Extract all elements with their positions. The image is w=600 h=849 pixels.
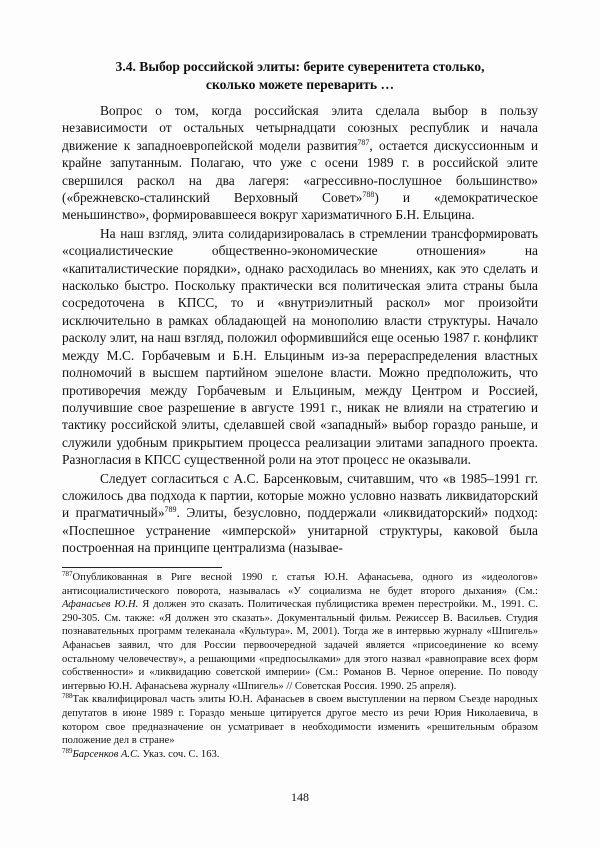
paragraph-2: На наш взгляд, элита солидаризировалась в стремлении трансформировать «социалистические общественно-экономические отношения» на «капиталистические порядки», однако расходилась во мнениях, как это сделать и насколько быстро. Поскольку практически вся политическая элита страны была сосредоточена в КПСС, то и «внутриэлитный раскол» мог произойти исключительно в рамках обладающей на монополию власти структуры. Начало расколу элит, на наш взгляд, положил оформившийся еще осенью 1987 г. конфликт между М.С. Горбачевым и Б.Н. Ельциным из-за перераспределения властных полномочий в высшем партийном эшелоне власти. Можно предположить, что противоречия между Горбачевым и Ельциным, между Центром и Россией, получившие свое разрешение в августе 1991 г., никак не влияли на стратегию и тактику российской элиты, сделавшей свой «западный» выбор гораздо раньше, и служили удобным прикрытием процесса реализации элитами западного проекта. Разногласия в КПСС существенной роли на этот процесс не оказывали.	[62, 225, 538, 468]
footnote-787-number: 787	[62, 570, 73, 578]
footnote-ref-787[interactable]: 787	[357, 137, 370, 147]
footnote-789-number: 789	[62, 746, 73, 755]
section-heading	[60, 58, 540, 94]
footnote-788-text: Так квалифицировал часть элиты Ю.Н. Афанасьев в своем выступлении на первом Съезде народных депутатов в июне 1989 г. Гораздо меньше цитируется другое место из речи Юрия Николаевича, в котором свое предназначение он усматривает в необходимости изменить «решительным образом положение дел в стране»	[62, 694, 538, 747]
main-text	[62, 102, 538, 558]
paragraph-3	[62, 470, 538, 557]
section-heading-line-1: 3.4. Выбор российской элиты: берите суверенитета столько,	[115, 59, 485, 74]
footnote-789-text: Указ. соч. С. 163.	[139, 748, 220, 760]
footnote-ref-789[interactable]: 789	[164, 505, 177, 515]
paragraph-3-text-a: Следует согласиться с А.С. Барсенковым, считавшим, что «в 1985–1991 гг. сложилось два подхода к партии, которые можно условно назвать ликвидаторский и прагматичный»	[62, 470, 538, 521]
paragraph-1-text-b: , остается дискуссионным и крайне запутанным. Полагаю, что уже с осени 1989 г. в российской элите свершился раскол на два лагеря: «агрессивно-послушное большинство» («брежневско-сталинский Верховный Совет»	[62, 137, 538, 206]
paragraph-1	[62, 102, 538, 224]
footnote-788	[62, 693, 538, 747]
section-heading-line-2: сколько можете переварить …	[205, 77, 395, 92]
footnote-787-text-a: Опубликованная в Риге весной 1990 г. статья Ю.Н. Афанасьева, одного из «идеологов» антисоциалистического поворота, называлась «У социализма не будет второго дыхания» (См.:	[62, 572, 538, 597]
page-number: 148	[291, 790, 309, 804]
footnote-789-author: Барсенков А.С.	[72, 748, 140, 760]
paragraph-3-text-b: . Элиты, безусловно, поддержали «ликвидаторский» подход: «Поспешное устранение «имперской» унитарной структуры, каковой была построенная на принципе централизма (называе-	[62, 505, 538, 556]
footnote-787-author: Афанасьев Ю.Н.	[62, 599, 139, 611]
footnote-787	[62, 571, 538, 693]
footnote-788-number: 788	[62, 692, 73, 701]
footnote-ref-788[interactable]: 788	[362, 190, 375, 200]
footnotes	[62, 571, 538, 761]
footnote-789	[62, 748, 538, 762]
footnote-divider	[62, 567, 222, 568]
footnote-787-text-b: Я должен это сказать. Политическая публицистика времен перестройки. М., 1991. С. 290-305. См. также: «Я должен это сказать». Документальный фильм. Режиссер В. Васильев. Студия познавательных программ телеканала «Культура». М, 2001). Тогда же в интервью журналу «Шпигель» Афанасьев заявил, что для России первоочередной задачей является «присоединение ко всему остальному человечеству», а решающими «предпосылками» для этого назвал «равноправие всех форм собственности» и «ликвидацию советской империи» (См.: Романов В. Черное оперение. По поводу интервью Ю.Н. Афанасьева журналу «Шпигель» // Советская Россия. 1990. 25 апреля).	[62, 599, 538, 692]
paragraph-1-text-c: ) и «демократическое меньшинство», формировавшееся вокруг харизматичного Б.Н. Ельцина.	[62, 190, 539, 223]
paragraph-1-text-a: Вопрос о том, когда российская элита сделала выбор в пользу независимости от остальных четырнадцати союзных республик и начала движение к западноевропейской модели развития	[62, 103, 538, 153]
